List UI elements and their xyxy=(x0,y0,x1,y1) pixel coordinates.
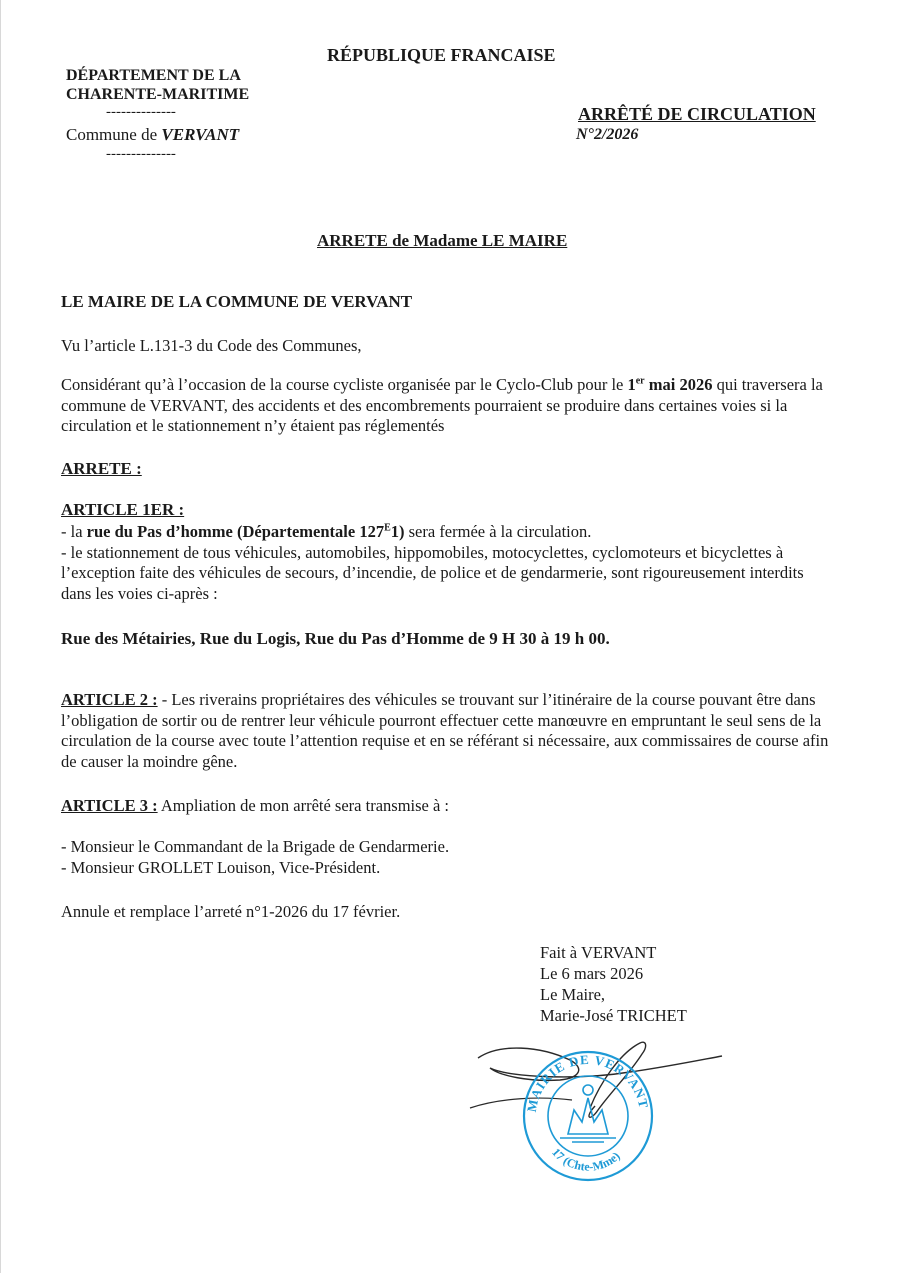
signature-date: Le 6 mars 2026 xyxy=(540,964,644,983)
arrete-label: ARRETE : xyxy=(61,459,142,478)
signature-role: Le Maire, xyxy=(540,985,606,1004)
commune-prefix: Commune de xyxy=(66,125,158,144)
stamp-inner-ring xyxy=(548,1076,628,1156)
article-1-line-1 xyxy=(61,522,836,543)
article-1-line-1-suffix: sera fermée à la circulation. xyxy=(404,522,592,541)
header-separator-1: -------------- xyxy=(106,104,176,120)
scan-edge xyxy=(0,0,1,1273)
decree-type: ARRÊTÉ DE CIRCULATION xyxy=(578,104,816,124)
signature-name: Marie-José TRICHET xyxy=(540,1006,687,1025)
stamp-svg xyxy=(460,1038,730,1188)
decree-number: N°2/2026 xyxy=(576,126,639,143)
legal-basis: Vu l’article L.131-3 du Code des Communes, xyxy=(61,336,362,355)
article-1-streets: Rue des Métairies, Rue du Logis, Rue du Pas d’Homme de 9 H 30 à 19 h 00. xyxy=(61,629,610,648)
article-3-line xyxy=(61,795,449,816)
article-3-label: ARTICLE 3 : xyxy=(61,796,158,815)
commune-name: VERVANT xyxy=(161,125,240,144)
republic-heading: RÉPUBLIQUE FRANCAISE xyxy=(327,45,556,65)
article-1-line-1-prefix: - la xyxy=(61,522,87,541)
considering-text-1: Considérant qu’à l’occasion de la course cycliste organisée par le Cyclo-Club pour le xyxy=(61,375,628,394)
article-3-recipient-2: - Monsieur GROLLET Louison, Vice-Président. xyxy=(61,858,381,877)
commune-line xyxy=(66,124,239,145)
stamp-text-top: MAIRIE DE VERVANT xyxy=(523,1051,652,1114)
considering-date xyxy=(627,375,712,394)
article-1-road-sup: E xyxy=(384,522,391,534)
considering-text-2: qui traversera la commune de VERVANT, des accidents et des encombrements pourraient se produire dans certaines voies si la circulation et le stationnement n’y étaient pas réglementés xyxy=(61,375,823,435)
department-line-2: CHARENTE-MARITIME xyxy=(66,86,250,103)
mayor-heading: LE MAIRE DE LA COMMUNE DE VERVANT xyxy=(61,292,413,311)
considering-paragraph xyxy=(61,375,831,437)
article-2-text: - Les riverains propriétaires des véhicules se trouvant sur l’itinéraire de la course pouvant être dans l’obligation de sortir ou de rentrer leur véhicule pourront effectuer cette manœuvre en empruntant le seul sens de la circulation de la course avec toute l’attention requise et en se référant si nécessaire, aux commissaires de course afin de causer la moindre gêne. xyxy=(61,690,829,771)
article-1-road-end: 1) xyxy=(390,522,405,541)
department-line-1: DÉPARTEMENT DE LA xyxy=(66,67,241,84)
stamp-emblem xyxy=(560,1085,616,1142)
cancels-notice: Annule et remplace l’arreté n°1-2026 du 17 février. xyxy=(61,902,401,921)
article-1-road-name: rue du Pas d’homme (Départementale 127 xyxy=(86,522,385,541)
considering-date-day: 1 xyxy=(627,375,636,394)
article-2-paragraph xyxy=(61,690,839,772)
article-1-line-2: - le stationnement de tous véhicules, automobiles, hippomobiles, motocyclettes, cyclomoteurs et bicyclettes à l’exception faite des véhicules de secours, d’incendie, de police et de gendarmerie, sont rigoureusement interdits dans les voies ci-après : xyxy=(61,542,804,603)
signature-tail xyxy=(470,1098,572,1108)
signature-place: Fait à VERVANT xyxy=(540,943,657,962)
signature-and-stamp xyxy=(460,1038,730,1188)
stamp-text-bottom-path: 17 (Chte-Mme) xyxy=(549,1145,623,1174)
article-1-label: ARTICLE 1ER : xyxy=(61,500,185,519)
article-1-body xyxy=(61,522,836,604)
decree-title: ARRETE de Madame LE MAIRE xyxy=(317,231,568,250)
article-3-recipient-1: - Monsieur le Commandant de la Brigade de Gendarmerie. xyxy=(61,837,450,856)
article-3-text: Ampliation de mon arrêté sera transmise à : xyxy=(157,796,450,815)
stamp-text-bottom xyxy=(549,1145,623,1173)
considering-date-rest: mai 2026 xyxy=(644,375,713,394)
header-separator-2: -------------- xyxy=(106,146,176,162)
article-1-road xyxy=(87,522,405,541)
article-2-label: ARTICLE 2 : xyxy=(61,690,158,709)
considering-date-sup: er xyxy=(635,375,645,387)
